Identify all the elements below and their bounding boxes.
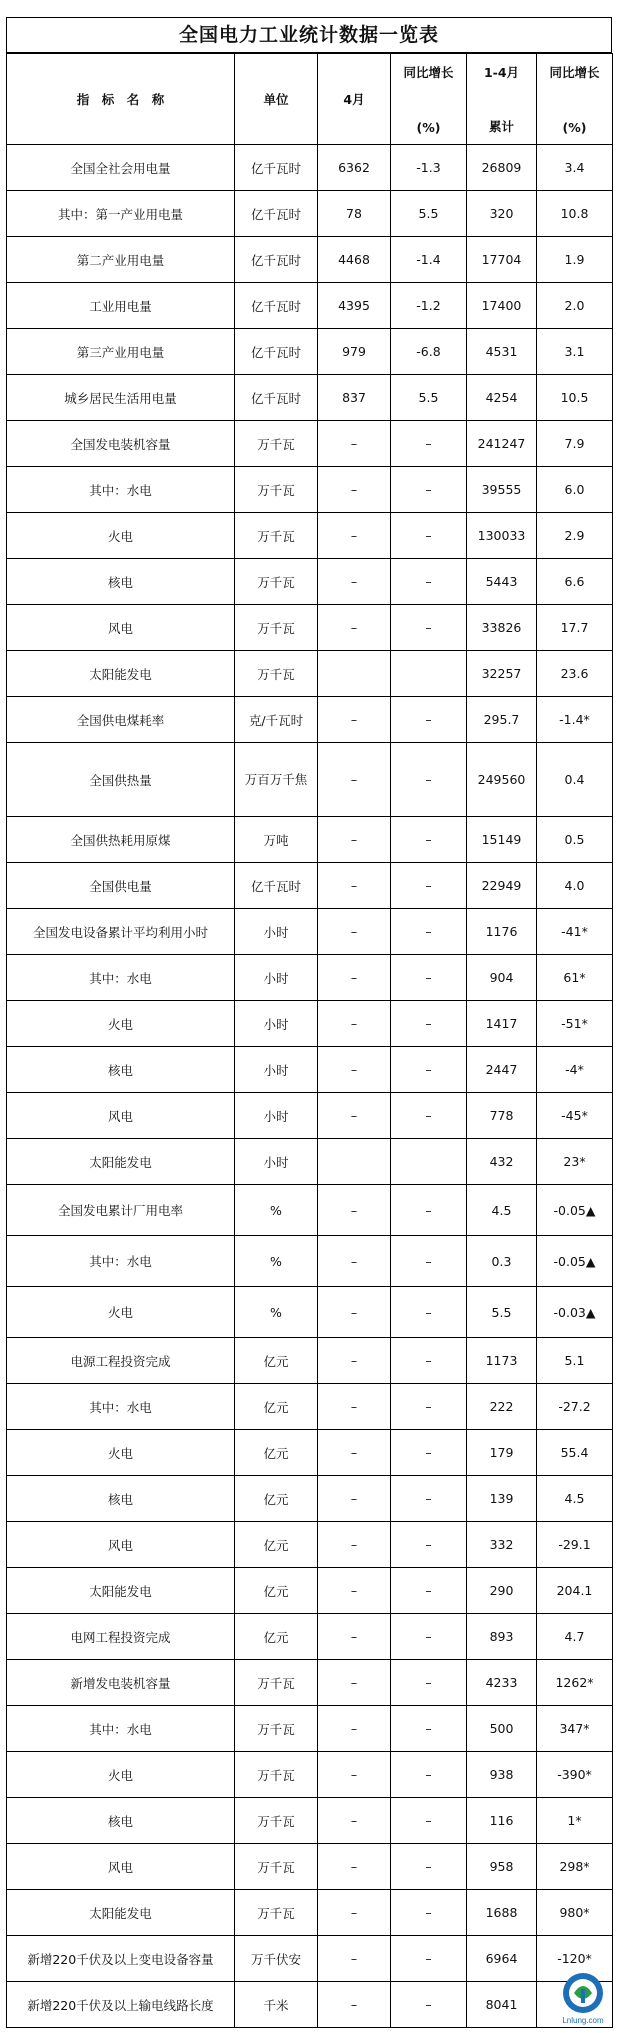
row-name-cell: 工业用电量: [7, 283, 235, 329]
row-yoy-cumulative-cell: -27.2: [537, 1384, 613, 1430]
row-cumulative-cell: 893: [467, 1614, 537, 1660]
row-yoy-cumulative-cell: 2.9: [537, 513, 613, 559]
row-unit-cell: 亿千瓦时: [235, 329, 318, 375]
row-unit-cell: 亿元: [235, 1476, 318, 1522]
row-unit-cell: 万千瓦: [235, 1890, 318, 1936]
row-cumulative-cell: 295.7: [467, 697, 537, 743]
row-cumulative-cell: 116: [467, 1798, 537, 1844]
header-cumulative: [467, 54, 537, 145]
row-yoy-cumulative-cell: 7.9: [537, 421, 613, 467]
row-april-cell: –: [318, 1093, 391, 1139]
row-april-cell: –: [318, 1614, 391, 1660]
row-name-cell: 风电: [7, 1844, 235, 1890]
row-unit-cell: 亿千瓦时: [235, 283, 318, 329]
row-april-cell: –: [318, 559, 391, 605]
row-yoy-cumulative-cell: -4*: [537, 1047, 613, 1093]
row-april-cell: –: [318, 1185, 391, 1236]
table-row: [7, 1384, 613, 1430]
row-unit-cell: 小时: [235, 909, 318, 955]
row-unit-cell: 亿元: [235, 1614, 318, 1660]
row-yoy-cumulative-cell: -0.05▲: [537, 1236, 613, 1287]
row-cumulative-cell: 500: [467, 1706, 537, 1752]
row-cumulative-cell: 5.5: [467, 1287, 537, 1338]
row-cumulative-cell: 17400: [467, 283, 537, 329]
row-cumulative-cell: 1176: [467, 909, 537, 955]
row-yoy-cumulative-cell: 5.1: [537, 1338, 613, 1384]
row-yoy-cumulative-cell: -0.03▲: [537, 1287, 613, 1338]
row-unit-cell: 亿千瓦时: [235, 145, 318, 191]
row-yoy-cumulative-cell: -0.05▲: [537, 1185, 613, 1236]
row-yoy-cumulative-cell: 23.6: [537, 651, 613, 697]
header-yoy-april: [391, 54, 467, 145]
row-yoy-april-cell: –: [391, 1001, 467, 1047]
row-cumulative-cell: 778: [467, 1093, 537, 1139]
row-april-cell: 4468: [318, 237, 391, 283]
row-cumulative-cell: 4233: [467, 1660, 537, 1706]
row-april-cell: –: [318, 1706, 391, 1752]
row-yoy-cumulative-cell: 4.0: [537, 863, 613, 909]
row-unit-cell: %: [235, 1236, 318, 1287]
row-yoy-april-cell: –: [391, 1844, 467, 1890]
row-april-cell: –: [318, 513, 391, 559]
row-yoy-cumulative-cell: 1262*: [537, 1660, 613, 1706]
row-yoy-april-cell: –: [391, 1047, 467, 1093]
row-name-cell: 城乡居民生活用电量: [7, 375, 235, 421]
row-unit-cell: 亿元: [235, 1568, 318, 1614]
row-yoy-cumulative-cell: 6.6: [537, 559, 613, 605]
table-row: [7, 1568, 613, 1614]
row-unit-cell: 万千瓦: [235, 651, 318, 697]
row-yoy-april-cell: 5.5: [391, 375, 467, 421]
row-april-cell: –: [318, 1287, 391, 1338]
row-unit-cell: 万千瓦: [235, 559, 318, 605]
row-name-cell: 火电: [7, 513, 235, 559]
row-yoy-cumulative-cell: -41*: [537, 909, 613, 955]
row-name-cell: 风电: [7, 1093, 235, 1139]
row-yoy-cumulative-cell: 204.1: [537, 1568, 613, 1614]
row-name-cell: 电网工程投资完成: [7, 1614, 235, 1660]
row-cumulative-cell: 33826: [467, 605, 537, 651]
row-yoy-april-cell: –: [391, 955, 467, 1001]
row-cumulative-cell: 32257: [467, 651, 537, 697]
row-april-cell: –: [318, 1982, 391, 2028]
row-yoy-april-cell: –: [391, 1660, 467, 1706]
table-row: [7, 513, 613, 559]
row-cumulative-cell: 22949: [467, 863, 537, 909]
row-yoy-cumulative-cell: 0.4: [537, 743, 613, 817]
statistics-table-container: [6, 17, 612, 2028]
row-unit-cell: %: [235, 1185, 318, 1236]
row-yoy-cumulative-cell: -45*: [537, 1093, 613, 1139]
row-yoy-april-cell: -1.2: [391, 283, 467, 329]
row-name-cell: 其中：水电: [7, 1236, 235, 1287]
table-row: [7, 817, 613, 863]
row-yoy-april-cell: –: [391, 1236, 467, 1287]
row-name-cell: 核电: [7, 1047, 235, 1093]
table-row: [7, 1139, 613, 1185]
row-name-cell: 火电: [7, 1001, 235, 1047]
row-april-cell: –: [318, 1890, 391, 1936]
row-april-cell: –: [318, 743, 391, 817]
table-row: [7, 1287, 613, 1338]
row-yoy-april-cell: –: [391, 1430, 467, 1476]
row-name-cell: 火电: [7, 1430, 235, 1476]
table-row: [7, 1614, 613, 1660]
row-april-cell: –: [318, 955, 391, 1001]
row-name-cell: 太阳能发电: [7, 651, 235, 697]
row-unit-cell: 亿千瓦时: [235, 191, 318, 237]
table-row: [7, 1660, 613, 1706]
table-row: [7, 283, 613, 329]
row-yoy-cumulative-cell: 6.0: [537, 467, 613, 513]
row-unit-cell: 万吨: [235, 817, 318, 863]
row-name-cell: 太阳能发电: [7, 1568, 235, 1614]
row-april-cell: –: [318, 421, 391, 467]
table-row: [7, 329, 613, 375]
row-cumulative-cell: 4254: [467, 375, 537, 421]
row-april-cell: 4395: [318, 283, 391, 329]
row-unit-cell: 亿元: [235, 1522, 318, 1568]
row-unit-cell: 万千瓦: [235, 467, 318, 513]
table-row: [7, 605, 613, 651]
table-row: [7, 375, 613, 421]
table-row: [7, 237, 613, 283]
row-april-cell: –: [318, 863, 391, 909]
row-name-cell: 太阳能发电: [7, 1890, 235, 1936]
row-april-cell: –: [318, 817, 391, 863]
row-yoy-april-cell: –: [391, 421, 467, 467]
logo-text: Lnlung.com: [562, 2016, 604, 2025]
row-yoy-april-cell: –: [391, 1522, 467, 1568]
row-name-cell: 风电: [7, 1522, 235, 1568]
row-april-cell: –: [318, 1660, 391, 1706]
row-april-cell: –: [318, 467, 391, 513]
row-april-cell: 6362: [318, 145, 391, 191]
row-yoy-april-cell: –: [391, 1185, 467, 1236]
row-cumulative-cell: 2447: [467, 1047, 537, 1093]
row-unit-cell: 克/千瓦时: [235, 697, 318, 743]
row-name-cell: 其中：水电: [7, 467, 235, 513]
table-row: [7, 743, 613, 817]
row-cumulative-cell: 139: [467, 1476, 537, 1522]
row-cumulative-cell: 1688: [467, 1890, 537, 1936]
row-yoy-april-cell: -1.4: [391, 237, 467, 283]
row-april-cell: [318, 1139, 391, 1185]
row-april-cell: –: [318, 1476, 391, 1522]
row-unit-cell: 万千伏安: [235, 1936, 318, 1982]
row-yoy-april-cell: –: [391, 1384, 467, 1430]
row-name-cell: 其中：水电: [7, 1384, 235, 1430]
table-title: 全国电力工业统计数据一览表: [6, 17, 612, 53]
row-april-cell: –: [318, 1338, 391, 1384]
row-april-cell: 837: [318, 375, 391, 421]
row-yoy-april-cell: –: [391, 863, 467, 909]
row-name-cell: 核电: [7, 1798, 235, 1844]
row-unit-cell: 万千瓦: [235, 1752, 318, 1798]
table-row: [7, 1798, 613, 1844]
row-cumulative-cell: 5443: [467, 559, 537, 605]
row-unit-cell: 亿元: [235, 1338, 318, 1384]
row-name-cell: 新增220千伏及以上输电线路长度: [7, 1982, 235, 2028]
row-yoy-april-cell: –: [391, 1476, 467, 1522]
row-cumulative-cell: 0.3: [467, 1236, 537, 1287]
row-yoy-cumulative-cell: 55.4: [537, 1430, 613, 1476]
table-row: [7, 1338, 613, 1384]
row-name-cell: 全国发电设备累计平均利用小时: [7, 909, 235, 955]
row-name-cell: 其中：水电: [7, 955, 235, 1001]
header-yoy-april-top: 同比增长: [403, 65, 454, 80]
row-yoy-cumulative-cell: 3.4: [537, 145, 613, 191]
row-yoy-cumulative-cell: 1*: [537, 1798, 613, 1844]
row-april-cell: [318, 651, 391, 697]
table-row: [7, 1982, 613, 2028]
table-row: [7, 1185, 613, 1236]
header-yoy-cumulative-top: 同比增长: [549, 65, 600, 80]
row-yoy-april-cell: –: [391, 1568, 467, 1614]
table-row: [7, 421, 613, 467]
row-yoy-cumulative-cell: 17.7: [537, 605, 613, 651]
row-cumulative-cell: 241247: [467, 421, 537, 467]
table-row: [7, 559, 613, 605]
row-april-cell: –: [318, 1001, 391, 1047]
table-row: [7, 467, 613, 513]
table-row: [7, 651, 613, 697]
row-unit-cell: 万百万千焦: [235, 743, 318, 817]
row-april-cell: –: [318, 605, 391, 651]
header-row: [7, 54, 613, 145]
row-april-cell: –: [318, 1798, 391, 1844]
row-april-cell: –: [318, 1522, 391, 1568]
row-unit-cell: 小时: [235, 1047, 318, 1093]
row-unit-cell: 亿千瓦时: [235, 237, 318, 283]
row-yoy-cumulative-cell: -120*: [537, 1936, 613, 1982]
row-name-cell: 其中：第一产业用电量: [7, 191, 235, 237]
row-unit-cell: 亿千瓦时: [235, 375, 318, 421]
row-yoy-april-cell: –: [391, 467, 467, 513]
table-row: [7, 1844, 613, 1890]
row-april-cell: –: [318, 1844, 391, 1890]
table-row: [7, 1430, 613, 1476]
row-yoy-april-cell: -1.3: [391, 145, 467, 191]
row-unit-cell: 万千瓦: [235, 1706, 318, 1752]
row-name-cell: 全国发电装机容量: [7, 421, 235, 467]
table-row: [7, 955, 613, 1001]
table-row: [7, 1890, 613, 1936]
row-yoy-april-cell: [391, 651, 467, 697]
row-yoy-april-cell: –: [391, 1982, 467, 2028]
row-cumulative-cell: 320: [467, 191, 537, 237]
row-cumulative-cell: 17704: [467, 237, 537, 283]
header-cumulative-top: 1-4月: [483, 65, 520, 80]
row-yoy-april-cell: –: [391, 1093, 467, 1139]
row-yoy-april-cell: –: [391, 1706, 467, 1752]
row-unit-cell: 小时: [235, 1093, 318, 1139]
header-unit: 单位: [235, 54, 318, 145]
row-yoy-april-cell: –: [391, 1936, 467, 1982]
table-row: [7, 1706, 613, 1752]
row-name-cell: 新增220千伏及以上变电设备容量: [7, 1936, 235, 1982]
row-april-cell: –: [318, 1384, 391, 1430]
row-april-cell: –: [318, 909, 391, 955]
row-yoy-cumulative-cell: 3.1: [537, 329, 613, 375]
row-yoy-april-cell: –: [391, 1614, 467, 1660]
row-name-cell: 新增发电装机容量: [7, 1660, 235, 1706]
table-row: [7, 863, 613, 909]
row-cumulative-cell: 4531: [467, 329, 537, 375]
row-cumulative-cell: 179: [467, 1430, 537, 1476]
header-yoy-cumulative: [537, 54, 613, 145]
row-yoy-cumulative-cell: -1.4*: [537, 697, 613, 743]
row-april-cell: –: [318, 1752, 391, 1798]
row-name-cell: 核电: [7, 1476, 235, 1522]
row-name-cell: 第三产业用电量: [7, 329, 235, 375]
row-cumulative-cell: 432: [467, 1139, 537, 1185]
row-yoy-cumulative-cell: -390*: [537, 1752, 613, 1798]
row-cumulative-cell: 1417: [467, 1001, 537, 1047]
table-row: [7, 1476, 613, 1522]
row-april-cell: 979: [318, 329, 391, 375]
row-yoy-cumulative-cell: 0.5: [537, 817, 613, 863]
table-row: [7, 697, 613, 743]
row-unit-cell: 亿元: [235, 1430, 318, 1476]
row-yoy-april-cell: –: [391, 1338, 467, 1384]
statistics-table: [6, 53, 613, 2028]
row-yoy-cumulative-cell: 61*: [537, 955, 613, 1001]
row-name-cell: 全国发电累计厂用电率: [7, 1185, 235, 1236]
row-name-cell: 全国供热耗用原煤: [7, 817, 235, 863]
row-yoy-april-cell: –: [391, 1287, 467, 1338]
row-cumulative-cell: 130033: [467, 513, 537, 559]
header-cumulative-bottom: 累计: [488, 119, 514, 134]
row-yoy-cumulative-cell: -51*: [537, 1001, 613, 1047]
table-row: [7, 1522, 613, 1568]
row-unit-cell: 万千瓦: [235, 1844, 318, 1890]
row-unit-cell: 万千瓦: [235, 1798, 318, 1844]
row-cumulative-cell: 39555: [467, 467, 537, 513]
row-april-cell: –: [318, 697, 391, 743]
row-yoy-april-cell: –: [391, 1798, 467, 1844]
row-name-cell: 火电: [7, 1287, 235, 1338]
row-name-cell: 电源工程投资完成: [7, 1338, 235, 1384]
row-yoy-april-cell: –: [391, 817, 467, 863]
row-yoy-cumulative-cell: 980*: [537, 1890, 613, 1936]
header-name: 指 标 名 称: [7, 54, 235, 145]
row-yoy-april-cell: –: [391, 559, 467, 605]
table-row: [7, 1001, 613, 1047]
row-yoy-cumulative-cell: 10.5: [537, 375, 613, 421]
row-yoy-april-cell: –: [391, 513, 467, 559]
table-row: [7, 1236, 613, 1287]
row-april-cell: –: [318, 1236, 391, 1287]
row-april-cell: –: [318, 1430, 391, 1476]
row-yoy-cumulative-cell: 298*: [537, 1844, 613, 1890]
row-yoy-cumulative-cell: 23*: [537, 1139, 613, 1185]
row-unit-cell: 小时: [235, 1139, 318, 1185]
row-cumulative-cell: 332: [467, 1522, 537, 1568]
table-row: [7, 191, 613, 237]
table-row: [7, 1936, 613, 1982]
row-name-cell: 其中：水电: [7, 1706, 235, 1752]
row-yoy-april-cell: [391, 1139, 467, 1185]
row-yoy-cumulative-cell: 1.9: [537, 237, 613, 283]
row-yoy-cumulative-cell: 2.0: [537, 283, 613, 329]
row-cumulative-cell: 8041: [467, 1982, 537, 2028]
row-yoy-cumulative-cell: 4.7: [537, 1614, 613, 1660]
row-yoy-april-cell: –: [391, 605, 467, 651]
table-row: [7, 1752, 613, 1798]
row-cumulative-cell: 958: [467, 1844, 537, 1890]
row-april-cell: 78: [318, 191, 391, 237]
row-name-cell: 全国供电量: [7, 863, 235, 909]
row-yoy-april-cell: -6.8: [391, 329, 467, 375]
row-name-cell: 全国供热量: [7, 743, 235, 817]
table-body: [7, 145, 613, 2028]
table-row: [7, 1093, 613, 1139]
row-cumulative-cell: 4.5: [467, 1185, 537, 1236]
row-name-cell: 核电: [7, 559, 235, 605]
table-row: [7, 145, 613, 191]
row-yoy-cumulative-cell: 347*: [537, 1706, 613, 1752]
row-name-cell: 全国全社会用电量: [7, 145, 235, 191]
row-yoy-april-cell: 5.5: [391, 191, 467, 237]
row-name-cell: 第二产业用电量: [7, 237, 235, 283]
row-april-cell: –: [318, 1568, 391, 1614]
row-unit-cell: 亿元: [235, 1384, 318, 1430]
row-yoy-april-cell: –: [391, 909, 467, 955]
header-april: 4月: [318, 54, 391, 145]
row-unit-cell: 亿千瓦时: [235, 863, 318, 909]
header-yoy-april-bottom: (%): [416, 120, 441, 135]
row-cumulative-cell: 26809: [467, 145, 537, 191]
row-cumulative-cell: 15149: [467, 817, 537, 863]
row-unit-cell: 千米: [235, 1982, 318, 2028]
row-yoy-april-cell: –: [391, 697, 467, 743]
row-unit-cell: 万千瓦: [235, 513, 318, 559]
row-name-cell: 全国供电煤耗率: [7, 697, 235, 743]
row-unit-cell: %: [235, 1287, 318, 1338]
row-unit-cell: 万千瓦: [235, 605, 318, 651]
table-row: [7, 909, 613, 955]
row-cumulative-cell: 290: [467, 1568, 537, 1614]
row-yoy-cumulative-cell: -29.1: [537, 1522, 613, 1568]
header-yoy-cumulative-bottom: (%): [562, 120, 587, 135]
row-cumulative-cell: 222: [467, 1384, 537, 1430]
row-yoy-cumulative-cell: 4.5: [537, 1476, 613, 1522]
row-cumulative-cell: 249560: [467, 743, 537, 817]
row-unit-cell: 小时: [235, 955, 318, 1001]
row-april-cell: –: [318, 1936, 391, 1982]
row-name-cell: 火电: [7, 1752, 235, 1798]
row-cumulative-cell: 6964: [467, 1936, 537, 1982]
site-logo: [554, 1969, 612, 2027]
row-cumulative-cell: 1173: [467, 1338, 537, 1384]
row-unit-cell: 万千瓦: [235, 1660, 318, 1706]
row-yoy-cumulative-cell: 10.8: [537, 191, 613, 237]
row-yoy-april-cell: –: [391, 1890, 467, 1936]
row-unit-cell: 万千瓦: [235, 421, 318, 467]
row-april-cell: –: [318, 1047, 391, 1093]
row-yoy-april-cell: –: [391, 743, 467, 817]
row-cumulative-cell: 938: [467, 1752, 537, 1798]
row-yoy-april-cell: –: [391, 1752, 467, 1798]
row-cumulative-cell: 904: [467, 955, 537, 1001]
row-name-cell: 太阳能发电: [7, 1139, 235, 1185]
row-name-cell: 风电: [7, 605, 235, 651]
row-unit-cell: 小时: [235, 1001, 318, 1047]
table-row: [7, 1047, 613, 1093]
